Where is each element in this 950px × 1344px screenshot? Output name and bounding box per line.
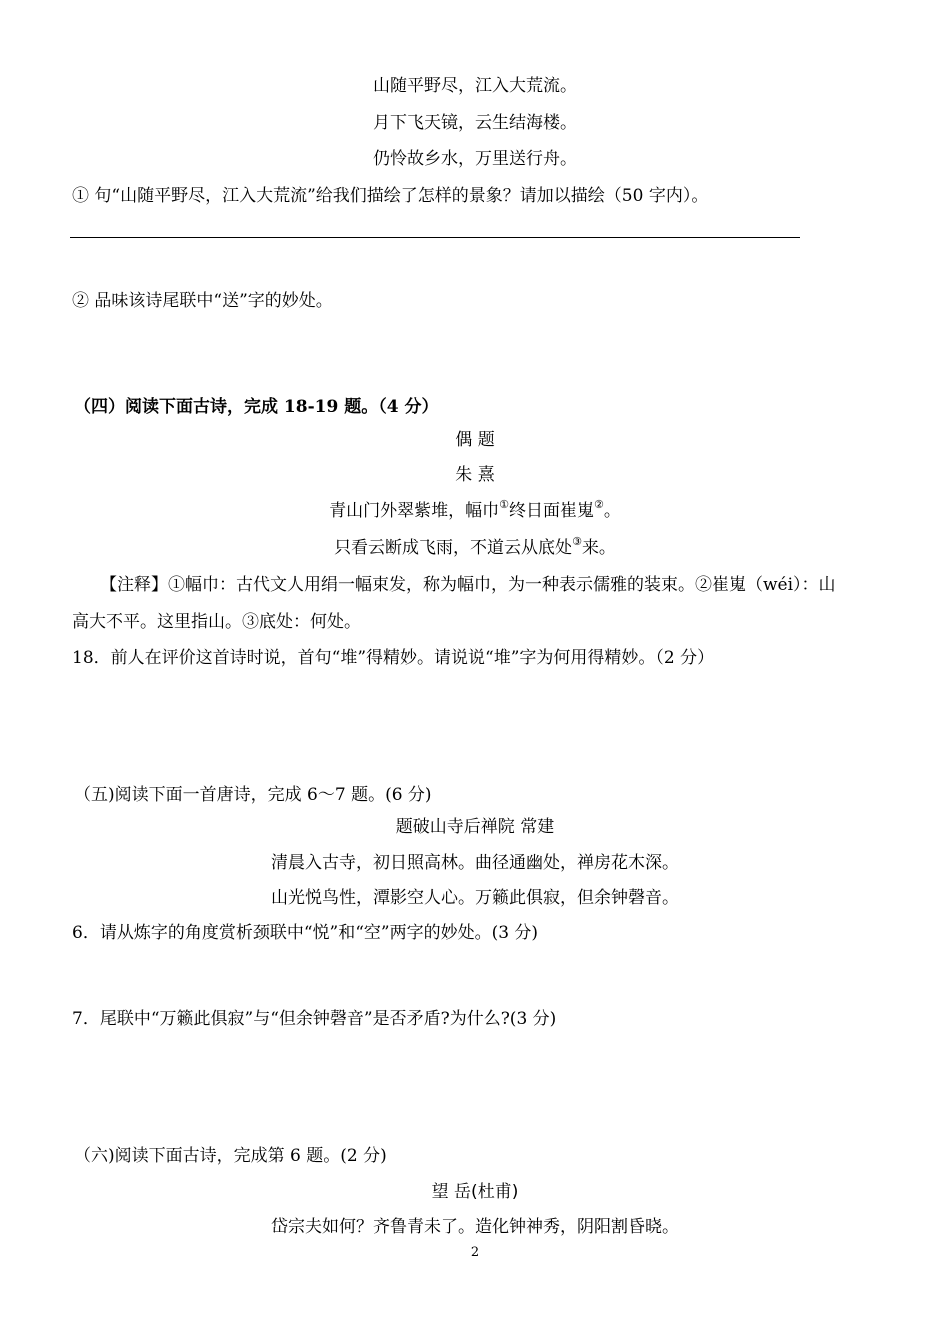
poem1-line-2: 月下飞天镜，云生结海楼。 [373,113,577,133]
question-7: 7．尾联中“万籁此俱寂”与“但余钟磬音”是否矛盾?为什么?(3 分) [72,1009,557,1029]
poem1-line-1: 山随平野尽，江入大荒流。 [373,76,577,96]
footnote-mark: ① [499,498,509,511]
section5-poem-title: 题破山寺后禅院 常建 [395,817,555,837]
answer-line [70,237,800,238]
footnote-mark: ③ [572,535,582,548]
section4-poem-author: 朱 熹 [455,465,495,485]
section4-poem-line-1 [0,499,950,523]
question-6: 6．请从炼字的角度赏析颈联中“悦”和“空”两字的妙处。(3 分) [72,923,539,943]
question-2: ② 品味该诗尾联中“送”字的妙处。 [72,291,333,311]
poem-text: 只看云断成飞雨，不道云从底处 [334,538,573,558]
poem-text: 。 [603,501,621,521]
poem-text: 终日面崔嵬 [509,501,594,521]
section4-note-line-1: 【注释】①幅巾：古代文人用绢一幅束发，称为幅巾，为一种表示儒雅的装束。②崔嵬（wéi）：山 [100,575,836,595]
question-18: 18．前人在评价这首诗时说，首句“堆”得精妙。请说说“堆”字为何用得精妙。（2 分） [72,648,715,668]
section5-poem-line-2: 山光悦鸟性，潭影空人心。万籁此俱寂，但余钟磬音。 [271,888,679,908]
question-1: ① 句“山随平野尽，江入大荒流”给我们描绘了怎样的景象？请加以描绘（50 字内）。 [72,186,709,206]
section4-note-line-2: 高大不平。这里指山。③底处：何处。 [72,612,361,632]
section6-poem-line-1: 岱宗夫如何？齐鲁青未了。造化钟神秀，阴阳割昏晓。 [271,1217,679,1237]
section5-header: （五)阅读下面一首唐诗，完成 6～7 题。(6 分) [74,785,432,805]
poem-text: 青山门外翠紫堆，幅巾 [329,501,500,521]
section6-poem-title: 望 岳(杜甫) [431,1182,519,1202]
section5-poem-line-1: 清晨入古寺，初日照高林。曲径通幽处，禅房花木深。 [271,853,679,873]
section4-header: （四）阅读下面古诗，完成 18-19 题。（4 分） [74,397,439,417]
page-number: 2 [470,1245,480,1260]
footnote-mark: ② [594,498,604,511]
section6-header: （六)阅读下面古诗，完成第 6 题。(2 分) [74,1146,387,1166]
section4-poem-line-2 [0,536,950,560]
poem-text: 来。 [581,538,616,558]
poem1-line-3: 仍怜故乡水，万里送行舟。 [373,149,577,169]
section4-poem-title: 偶 题 [455,430,495,450]
